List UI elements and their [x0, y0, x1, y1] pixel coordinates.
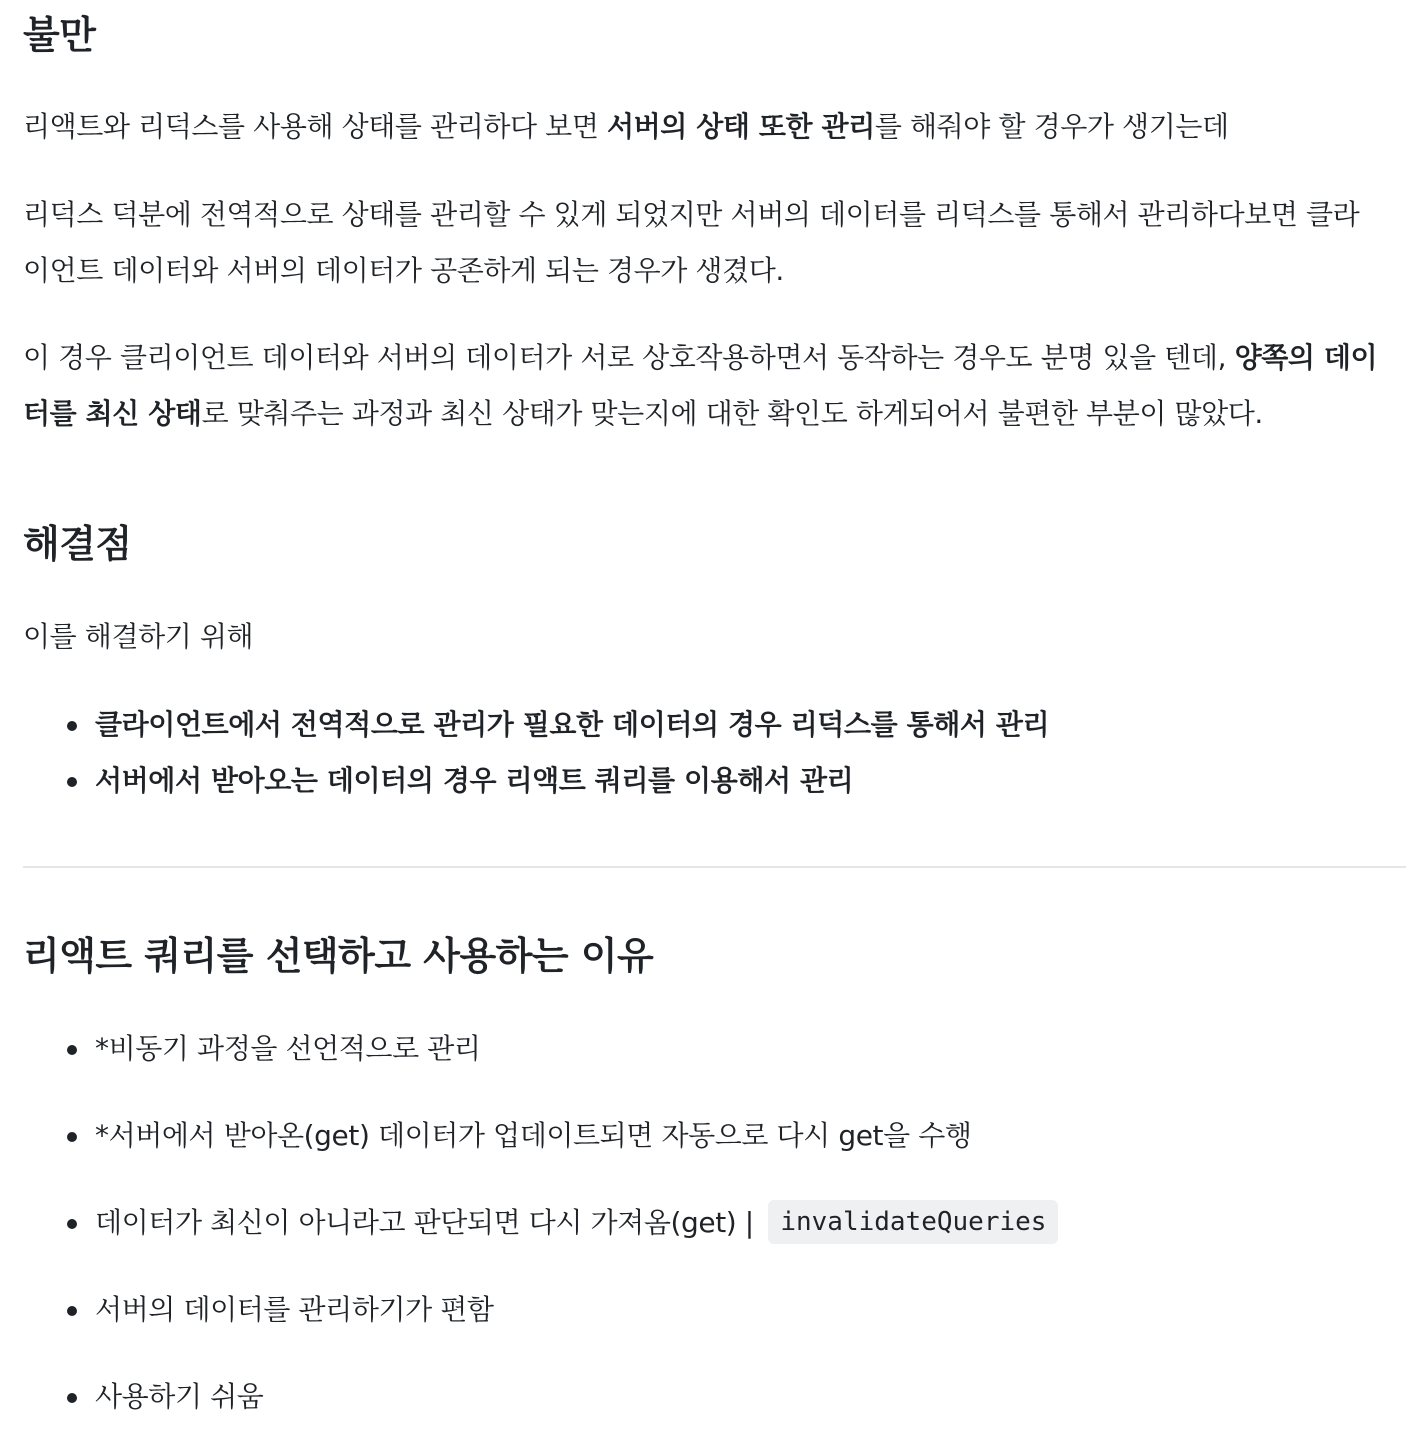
list-item [23, 1369, 1406, 1456]
reason-item-text: *서버에서 받아온(get) 데이터가 업데이트되면 자동으로 다시 get을 수행 [95, 1119, 972, 1152]
list-item [23, 697, 1406, 753]
section-heading-complaint: 불만 [23, 13, 96, 57]
solution-list [23, 697, 1406, 809]
list-item [23, 1282, 1406, 1369]
reason-item-text: *비동기 과정을 선언적으로 관리 [95, 1032, 481, 1065]
solution-item-text: 서버에서 받아오는 데이터의 경우 리액트 쿼리를 이용해서 관리 [95, 764, 854, 797]
complaint-p1-text-c: 를 해줘야 할 경우가 생기는데 [874, 110, 1229, 143]
complaint-paragraph-2: 리덕스 덕분에 전역적으로 상태를 관리할 수 있게 되었지만 서버의 데이터를 리덕스를 통해서 관리하다보면 클라이언트 데이터와 서버의 데이터가 공존하게 되는 경우가 생겼다. [23, 198, 1360, 287]
section-heading-solution: 해결점 [23, 522, 132, 566]
complaint-p3-text-c: 로 맞춰주는 과정과 최신 상태가 맞는지에 대한 확인도 하게되어서 불편한 부분이 많았다. [201, 397, 1263, 430]
list-item [23, 753, 1406, 809]
reason-item-text: 서버의 데이터를 관리하기가 편함 [95, 1293, 494, 1326]
bullet-icon [67, 1219, 77, 1229]
reason-item-text: 사용하기 쉬움 [95, 1380, 264, 1413]
solution-item-text: 클라이언트에서 전역적으로 관리가 필요한 데이터의 경우 리덕스를 통해서 관리 [95, 708, 1050, 741]
complaint-paragraph-3 [23, 330, 1383, 442]
section-divider [23, 866, 1406, 868]
reason-item-text: 데이터가 최신이 아니라고 판단되면 다시 가져옴(get) | [95, 1206, 763, 1239]
complaint-p1-text-a: 리액트와 리덕스를 사용해 상태를 관리하다 보면 [23, 110, 607, 143]
solution-intro: 이를 해결하기 위해 [23, 620, 254, 653]
inline-code: invalidateQueries [768, 1200, 1058, 1244]
complaint-paragraph-1 [23, 99, 1406, 155]
bullet-icon [67, 1306, 77, 1316]
reasons-list [23, 1021, 1406, 1456]
bullet-icon [67, 721, 77, 731]
bullet-icon [67, 1045, 77, 1055]
bullet-icon [67, 777, 77, 787]
bullet-icon [67, 1132, 77, 1142]
complaint-p3-text-a: 이 경우 클리이언트 데이터와 서버의 데이터가 서로 상호작용하면서 동작하는 경우도 분명 있을 텐데, [23, 341, 1235, 374]
list-item [23, 1108, 1406, 1195]
complaint-p3-bold: 양쪽의 데이터를 최신 상태 [23, 341, 1378, 430]
section-heading-reasons: 리액트 쿼리를 선택하고 사용하는 이유 [23, 934, 654, 978]
list-item [23, 1195, 1406, 1282]
complaint-p1-bold: 서버의 상태 또한 관리 [606, 110, 875, 143]
list-item [23, 1021, 1406, 1108]
bullet-icon [67, 1393, 77, 1403]
